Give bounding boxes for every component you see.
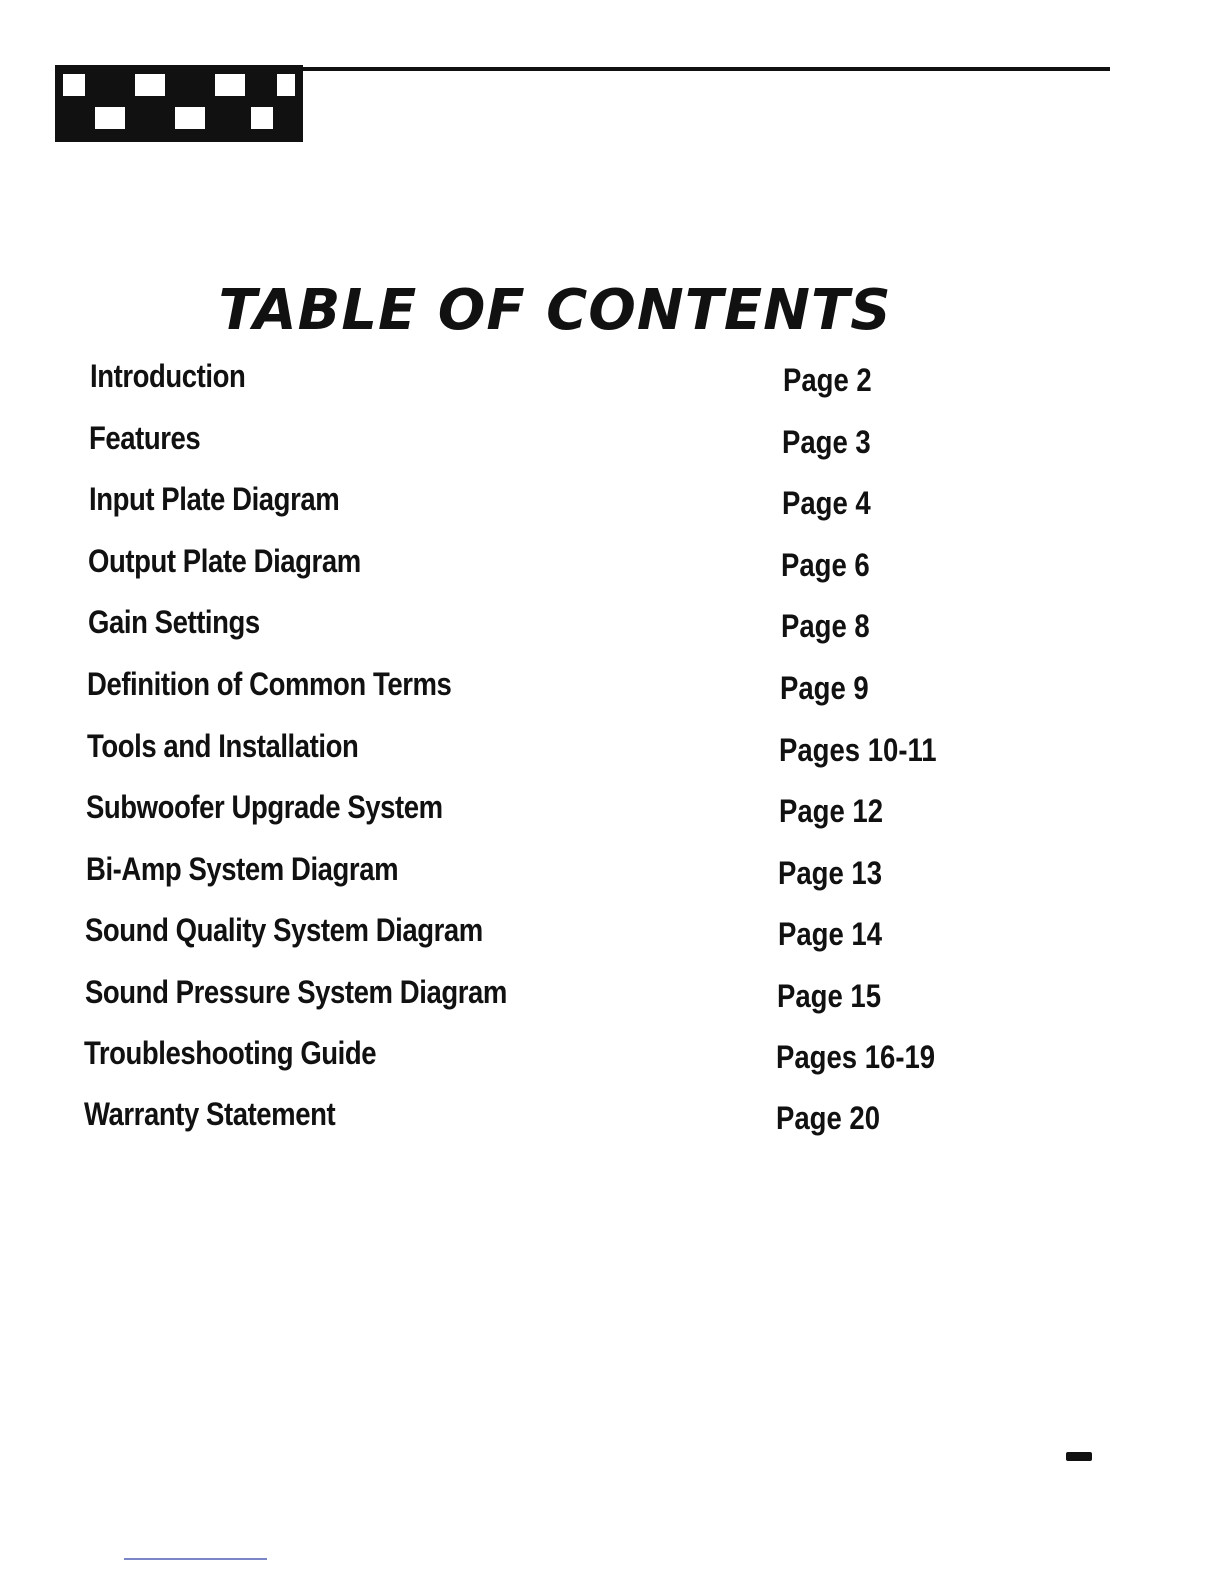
toc-entry <box>0 851 1224 899</box>
entry-page: Page 13 <box>778 855 883 891</box>
entry-page: Page 9 <box>780 670 869 706</box>
entry-title: Introduction <box>90 358 246 394</box>
entry-page: Page 4 <box>782 485 871 521</box>
entry-title: Tools and Installation <box>87 728 359 764</box>
toc-title: TABLE OF CONTENTS <box>218 278 892 343</box>
toc-entry <box>0 912 1224 960</box>
entry-page: Page 2 <box>783 362 872 398</box>
entry-title: Warranty Statement <box>84 1096 336 1132</box>
entry-page: Page 12 <box>779 793 884 829</box>
entry-title: Subwoofer Upgrade System <box>86 789 443 825</box>
entry-title: Gain Settings <box>88 604 260 640</box>
entry-page: Page 15 <box>777 978 882 1014</box>
toc-entry <box>0 1096 1224 1144</box>
entry-page: Page 20 <box>776 1100 881 1136</box>
entry-title: Output Plate Diagram <box>88 543 361 579</box>
entry-page: Page 8 <box>781 608 870 644</box>
toc-entry <box>0 974 1224 1022</box>
toc-entry <box>0 358 1224 406</box>
entry-title: Sound Pressure System Diagram <box>85 974 507 1010</box>
entry-page: Pages 10-11 <box>779 732 937 768</box>
entry-title: Input Plate Diagram <box>89 481 340 517</box>
entry-page: Pages 16-19 <box>776 1039 936 1075</box>
toc-entry <box>0 789 1224 837</box>
entry-title: Troubleshooting Guide <box>84 1035 377 1071</box>
entry-page: Page 3 <box>782 424 871 460</box>
toc-entry <box>0 543 1224 591</box>
entry-page: Page 14 <box>778 916 883 952</box>
toc-entry <box>0 728 1224 776</box>
toc-entry <box>0 420 1224 468</box>
footer-line <box>124 1558 267 1560</box>
entry-title: Definition of Common Terms <box>87 666 452 702</box>
toc-entry <box>0 481 1224 529</box>
entry-title: Bi-Amp System Diagram <box>86 851 399 887</box>
entry-page: Page 6 <box>781 547 870 583</box>
toc-entry <box>0 1035 1224 1083</box>
toc-entry <box>0 666 1224 714</box>
entry-title: Features <box>89 420 201 456</box>
toc-entry <box>0 604 1224 652</box>
page-mark <box>1066 1452 1092 1461</box>
entry-title: Sound Quality System Diagram <box>85 912 483 948</box>
